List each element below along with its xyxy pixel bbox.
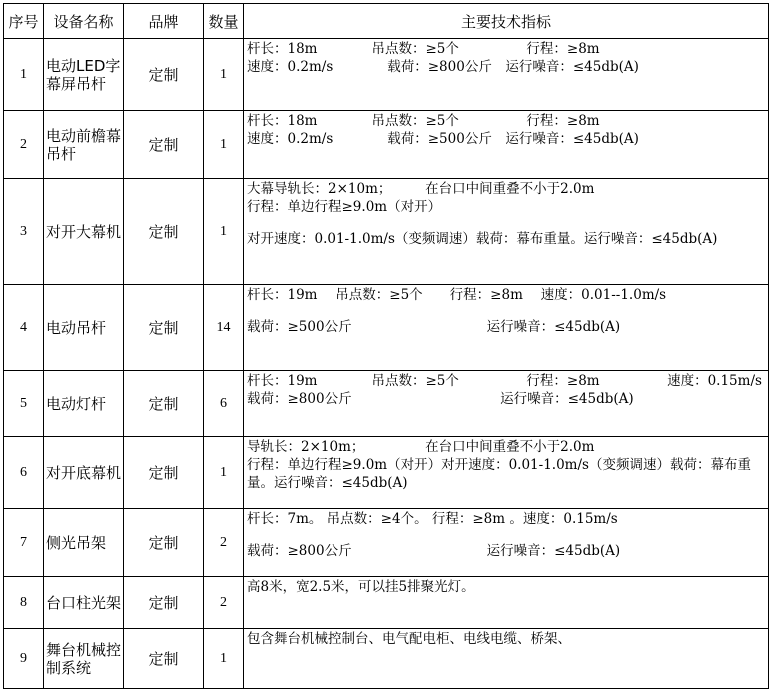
brand-cell: 定制 — [124, 629, 204, 689]
quantity-cell: 1 — [204, 437, 244, 509]
spec-cell — [244, 371, 769, 437]
spec-line: 高8米，宽2.5米，可以挂5排聚光灯。 — [247, 579, 475, 595]
spec-line — [247, 216, 768, 230]
equipment-name: 电动LED字幕屏吊杆 — [44, 39, 124, 111]
row-number: 9 — [4, 629, 44, 689]
spec-cell — [244, 577, 769, 629]
brand-cell: 定制 — [124, 39, 204, 111]
table-row — [4, 111, 769, 179]
equipment-name: 舞台机械控制系统 — [44, 629, 124, 689]
equipment-spec-table — [3, 3, 769, 689]
spec-line: 载荷：≥800公斤 运行噪音：≤45db(A) — [247, 391, 634, 407]
row-number: 3 — [4, 179, 44, 285]
equipment-name: 台口柱光架 — [44, 577, 124, 629]
table-row — [4, 371, 769, 437]
quantity-cell: 1 — [204, 179, 244, 285]
quantity-cell: 1 — [204, 39, 244, 111]
row-number: 4 — [4, 285, 44, 371]
spec-line: 对开速度：0.01-1.0m/s（变频调速）载荷：幕布重量。运行噪音：≤45db(A) — [247, 231, 718, 247]
table-row — [4, 437, 769, 509]
header-qty: 数量 — [204, 4, 244, 39]
brand-cell: 定制 — [124, 371, 204, 437]
equipment-name: 侧光吊架 — [44, 509, 124, 577]
spec-line: 行程：单边行程≥9.0m（对开）对开速度：0.01-1.0m/s（变频调速）载荷：幕布重量。运行噪音：≤45db(A) — [247, 457, 751, 491]
table-row — [4, 577, 769, 629]
spec-cell — [244, 285, 769, 371]
spec-line: 杆长：19m 吊点数：≥5个 行程：≥8m 速度：0.01--1.0m/s — [247, 287, 667, 303]
spec-line: 杆长：18m 吊点数：≥5个 行程：≥8m — [247, 113, 600, 129]
spec-line: 包含舞台机械控制台、电气配电柜、电线电缆、桥架、 — [247, 631, 571, 647]
table-row — [4, 39, 769, 111]
header-row — [4, 4, 769, 39]
spec-line: 速度：0.2m/s 载荷：≥800公斤 运行噪音：≤45db(A) — [247, 59, 639, 75]
brand-cell: 定制 — [124, 111, 204, 179]
spec-cell — [244, 629, 769, 689]
spec-line: 载荷：≥800公斤 运行噪音：≤45db(A) — [247, 543, 621, 559]
row-number: 6 — [4, 437, 44, 509]
header-spec: 主要技术指标 — [244, 4, 769, 39]
spec-line: 杆长：19m 吊点数：≥5个 行程：≥8m 速度：0.15m/s — [247, 373, 762, 389]
quantity-cell: 1 — [204, 629, 244, 689]
brand-cell: 定制 — [124, 437, 204, 509]
spec-cell — [244, 509, 769, 577]
quantity-cell: 2 — [204, 577, 244, 629]
spec-line — [247, 304, 768, 318]
spec-cell — [244, 39, 769, 111]
row-number: 7 — [4, 509, 44, 577]
row-number: 5 — [4, 371, 44, 437]
spec-line: 载荷：≥500公斤 运行噪音：≤45db(A) — [247, 319, 621, 335]
spec-line: 速度：0.2m/s 载荷：≥500公斤 运行噪音：≤45db(A) — [247, 131, 639, 147]
row-number: 8 — [4, 577, 44, 629]
table-row — [4, 509, 769, 577]
equipment-name: 电动灯杆 — [44, 371, 124, 437]
brand-cell: 定制 — [124, 285, 204, 371]
brand-cell: 定制 — [124, 577, 204, 629]
table-row — [4, 285, 769, 371]
spec-line: 导轨长：2×10m； 在台口中间重叠不小于2.0m — [247, 439, 595, 455]
spec-cell — [244, 179, 769, 285]
brand-cell: 定制 — [124, 179, 204, 285]
header-no: 序号 — [4, 4, 44, 39]
spec-line: 杆长：7m。 吊点数：≥4个。 行程：≥8m 。速度：0.15m/s — [247, 511, 618, 527]
quantity-cell: 2 — [204, 509, 244, 577]
quantity-cell: 1 — [204, 111, 244, 179]
spec-line — [247, 528, 768, 542]
table-row — [4, 629, 769, 689]
equipment-name: 电动前檐幕吊杆 — [44, 111, 124, 179]
brand-cell: 定制 — [124, 509, 204, 577]
spec-line: 杆长：18m 吊点数：≥5个 行程：≥8m — [247, 41, 600, 57]
equipment-name: 对开大幕机 — [44, 179, 124, 285]
row-number: 1 — [4, 39, 44, 111]
header-name: 设备名称 — [44, 4, 124, 39]
spec-cell — [244, 437, 769, 509]
spec-line: 大幕导轨长：2×10m； 在台口中间重叠不小于2.0m — [247, 181, 595, 197]
row-number: 2 — [4, 111, 44, 179]
equipment-name: 电动吊杆 — [44, 285, 124, 371]
spec-line: 行程：单边行程≥9.0m（对开） — [247, 199, 442, 215]
header-brand: 品牌 — [124, 4, 204, 39]
spec-cell — [244, 111, 769, 179]
quantity-cell: 14 — [204, 285, 244, 371]
quantity-cell: 6 — [204, 371, 244, 437]
equipment-name: 对开底幕机 — [44, 437, 124, 509]
table-row — [4, 179, 769, 285]
